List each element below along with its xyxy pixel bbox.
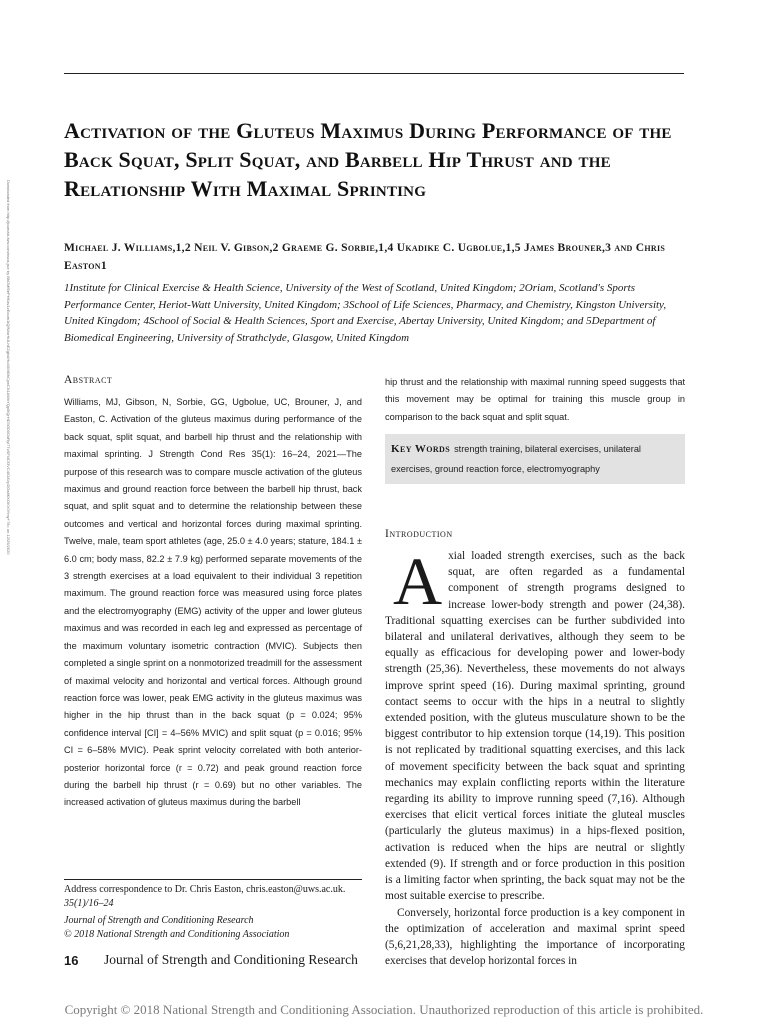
download-side-note: Downloaded from http://journals.lww.com/nsca-jscr by BhDMf5ePHKav1zEoum1tQfN4a+kJLhEZgbsIHo4XMi0hCywCX1AWnYQp/IlQrHD3i3D0OdRyi7TvSFl4Cf3VC4/OAVpDDa8KKGKV0Ymy+78= on 12/29/2020	[6, 180, 11, 555]
abstract-text: Williams, MJ, Gibson, N, Sorbie, GG, Ugbolue, UC, Brouner, J, and Easton, C. Activation of the gluteus maximus during performance of the back squat, split squat, and barbell hip thrust and the relationship with maximal sprinting. J Strength Cond Res 35(1): 16–24, 2021—The purpose of this research was to compare muscle activation of the gluteus maximus and ground reaction force between the barbell hip thrust, back squat, and split squat and to determine the relationship between these outcomes and vertical and horizontal forces during maximal sprinting. Twelve, male, team sport athletes (age, 25.0 ± 4.0 years; stature, 184.1 ± 6.0 cm; body mass, 82.2 ± 7.9 kg) performed separate movements of the 3 strength exercises at a load equivalent to their individual 3 repetition maximum. The ground reaction force was measured using force plates and the electromyography (EMG) activity of the upper and lower gluteus maximus and was recorded in each leg and expressed as percentage of the maximum voluntary isometric contraction (MVIC). Subjects then completed a single sprint on a nonmotorized treadmill for the assessment of maximal velocity and horizontal and vertical forces. Although ground reaction force was lower, peak EMG activity in the gluteus maximus was higher in the hip thrust than in the back squat (p = 0.024; 95% confidence interval [CI] = 4–56% MVIC) and split squat (p = 0.016; 95% CI = 6–58% MVIC). Peak sprint velocity correlated with both anterior-posterior horizontal force (r = 0.72) and peak ground reaction force during the barbell hip thrust (r = 0.69) but no other variables. The increased activation of gluteus maximus during the barbell	[64, 397, 362, 808]
left-column	[64, 374, 362, 812]
correspondence-rule	[64, 879, 362, 880]
introduction-paragraph-1	[385, 543, 685, 904]
keywords-box	[385, 434, 685, 484]
journal-citation: Journal of Strength and Conditioning Research	[64, 915, 254, 926]
introduction-heading: Introduction	[385, 528, 453, 541]
introduction-paragraph-2: Conversely, horizontal force production is a key component in the optimization of acceleration and maximal sprint speed (5,6,21,28,33), highlighting the importance of incorporating exercises that develop horizontal forces in	[385, 906, 685, 968]
affiliations: 1Institute for Clinical Exercise & Health Science, University of the West of Scotland, United Kingdom; 2Oriam, Scotland's Sports Performance Center, Heriot-Watt University, United Kingdom; 3School of Life Sciences, Pharmacy, and Chemistry, Kingston University, United Kingdom; 4School of Social & Health Sciences, Sport and Exercise, Abertay University, United Kingdom; and 5Department of Biomedical Engineering, University of Strathclyde, Glasgow, United Kingdom	[64, 282, 667, 344]
article-title: Activation of the Gluteus Maximus During Performance of the Back Squat, Split Squat, and Barbell Hip Thrust and the Relationship With Maximal Sprinting	[64, 118, 672, 201]
top-rule	[64, 73, 684, 74]
correspondence-block	[64, 883, 364, 941]
abstract-continued: hip thrust and the relationship with maximal running speed suggests that this movement may be optimal for training this muscle group in comparison to the back squat and split squat.	[385, 377, 685, 422]
introduction-p1-text: xial loaded strength exercises, such as the back squat, are often regarded as a fundamental component of strength programs designed to increase lower-body strength and power (24,38). Traditional squatting exercises can be further subdivided into bilateral and unilateral derivatives, although they seem to be equally as efficacious for developing power and lower-body strength (25,36). Nevertheless, these movements do not always improve sprint speed (16). During maximal sprinting, ground contact seems to occur with the hips in a neutral to slightly extended position, with the gluteus musculature shown to be the biggest contributor to hip extension torque (14,19). This position is not replicated by traditional squatting exercises, and this lack of movement specificity between the back squat and sprinting mechanics may explain conflicting reports within the literature regarding its ability to improve running speed (7,16). Although exercises that elicit vertical forces initiate the gluteal muscles (particularly the gluteus maximus) in a hips-flexed position, activation is reduced when the hips are neutral or slightly extended (9). If strength and or force production in this position is a limiting factor when sprinting, the back squat may not be the most suitable exercise to prescribe.	[385, 550, 685, 903]
author-list: Michael J. Williams,1,2 Neil V. Gibson,2 Graeme G. Sorbie,1,4 Ukadike C. Ugbolue,1,5 James Brouner,3 and Chris Easton1	[64, 242, 666, 272]
page-number: 16	[64, 953, 79, 968]
footer-journal-name: Journal of Strength and Conditioning Research	[104, 952, 358, 967]
journal-copyright: © 2018 National Strength and Conditioning Association	[64, 928, 290, 940]
correspondence-address: Address correspondence to Dr. Chris Easton, chris.easton@uws.ac.uk.	[64, 884, 346, 895]
abstract-heading: Abstract	[64, 374, 113, 386]
keywords-text: strength training, bilateral exercises, unilateral exercises, ground reaction force, electromyography	[391, 444, 641, 474]
right-column	[385, 374, 685, 969]
keywords-heading: Key Words	[391, 443, 451, 456]
copyright-banner: Copyright © 2018 National Strength and Conditioning Association. Unauthorized reproduction of this article is prohibited.	[64, 1002, 704, 1017]
drop-cap: A	[393, 543, 443, 620]
volume-info: 35(1)/16–24	[64, 897, 114, 909]
